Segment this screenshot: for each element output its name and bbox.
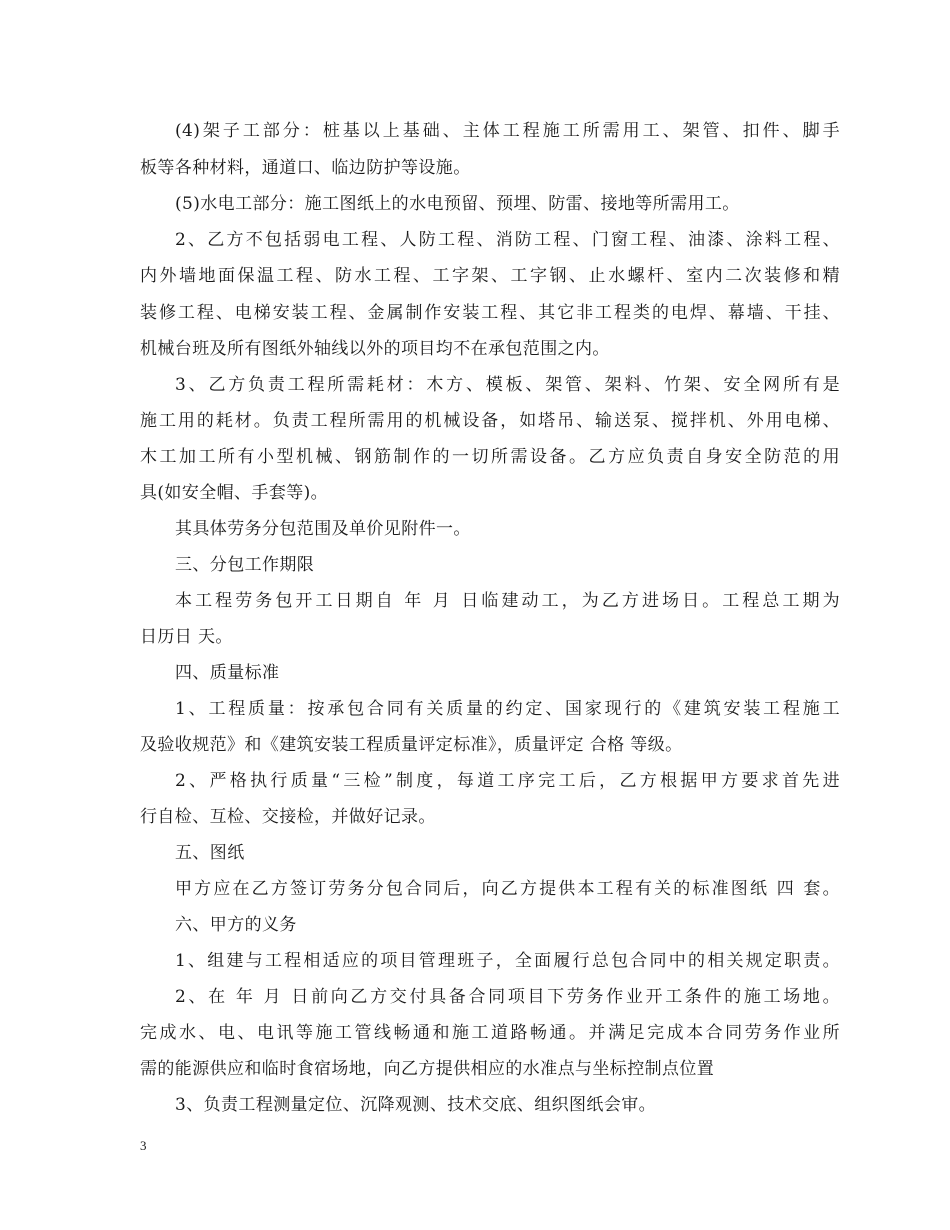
paragraph-line: 甲方应在乙方签订劳务分包合同后，向乙方提供本工程有关的标准图纸 四 套。 bbox=[175, 879, 840, 899]
paragraph-line: 日历日 天。 bbox=[140, 627, 233, 647]
paragraph-line: 完成水、电、电讯等施工管线畅通和施工道路畅通。并满足完成本合同劳务作业所 bbox=[140, 1023, 840, 1043]
paragraph-line: 本工程劳务包开工日期自 年 月 日临建动工，为乙方进场日。工程总工期为 bbox=[175, 591, 840, 611]
paragraph-line: (5)水电工部分：施工图纸上的水电预留、预埋、防雷、接地等所需用工。 bbox=[175, 194, 740, 214]
section-heading: 四、质量标准 bbox=[175, 663, 280, 683]
paragraph-line: 1、工程质量：按承包合同有关质量的约定、国家现行的《建筑安装工程施工 bbox=[175, 699, 840, 719]
paragraph-line: 木工加工所有小型机械、钢筋制作的一切所需设备。乙方应负责自身安全防范的用 bbox=[140, 447, 840, 467]
paragraph-line: 2、乙方不包括弱电工程、人防工程、消防工程、门窗工程、油漆、涂料工程、 bbox=[175, 230, 840, 250]
paragraph-line: 3、负责工程测量定位、沉降观测、技术交底、组织图纸会审。 bbox=[175, 1095, 657, 1115]
paragraph-line: 3、乙方负责工程所需耗材：木方、模板、架管、架料、竹架、安全网所有是 bbox=[175, 375, 840, 395]
paragraph-line: (4)架子工部分：桩基以上基础、主体工程施工所需用工、架管、扣件、脚手 bbox=[175, 121, 840, 141]
paragraph-line: 具(如安全帽、手套等)。 bbox=[140, 483, 329, 503]
paragraph-line: 施工用的耗材。负责工程所需用的机械设备，如塔吊、输送泵、搅拌机、外用电梯、 bbox=[140, 411, 840, 431]
paragraph-line: 其具体劳务分包范围及单价见附件一。 bbox=[175, 519, 471, 539]
paragraph-line: 及验收规范》和《建筑安装工程质量评定标准》，质量评定 合格 等级。 bbox=[140, 735, 683, 755]
paragraph-line: 1、组建与工程相适应的项目管理班子，全面履行总包合同中的相关规定职责。 bbox=[175, 951, 840, 971]
section-heading: 六、甲方的义务 bbox=[175, 915, 297, 935]
paragraph-line: 2、在 年 月 日前向乙方交付具备合同项目下劳务作业开工条件的施工场地。 bbox=[175, 987, 840, 1007]
page-number: 3 bbox=[140, 1138, 147, 1153]
paragraph-line: 内外墙地面保温工程、防水工程、工字架、工字钢、止水螺杆、室内二次装修和精 bbox=[140, 266, 840, 286]
paragraph-line: 行自检、互检、交接检，并做好记录。 bbox=[140, 807, 436, 827]
section-heading: 五、图纸 bbox=[175, 843, 245, 863]
paragraph-line: 板等各种材料，通道口、临边防护等设施。 bbox=[140, 158, 471, 178]
paragraph-line: 需的能源供应和临时食宿场地，向乙方提供相应的水准点与坐标控制点位置 bbox=[140, 1059, 715, 1079]
paragraph-line: 2、严格执行质量“三检”制度，每道工序完工后，乙方根据甲方要求首先进 bbox=[175, 771, 840, 791]
section-heading: 三、分包工作期限 bbox=[175, 555, 315, 575]
paragraph-line: 装修工程、电梯安装工程、金属制作安装工程、其它非工程类的电焊、幕墙、干挂、 bbox=[140, 303, 840, 323]
paragraph-line: 机械台班及所有图纸外轴线以外的项目均不在承包范围之内。 bbox=[140, 339, 610, 359]
